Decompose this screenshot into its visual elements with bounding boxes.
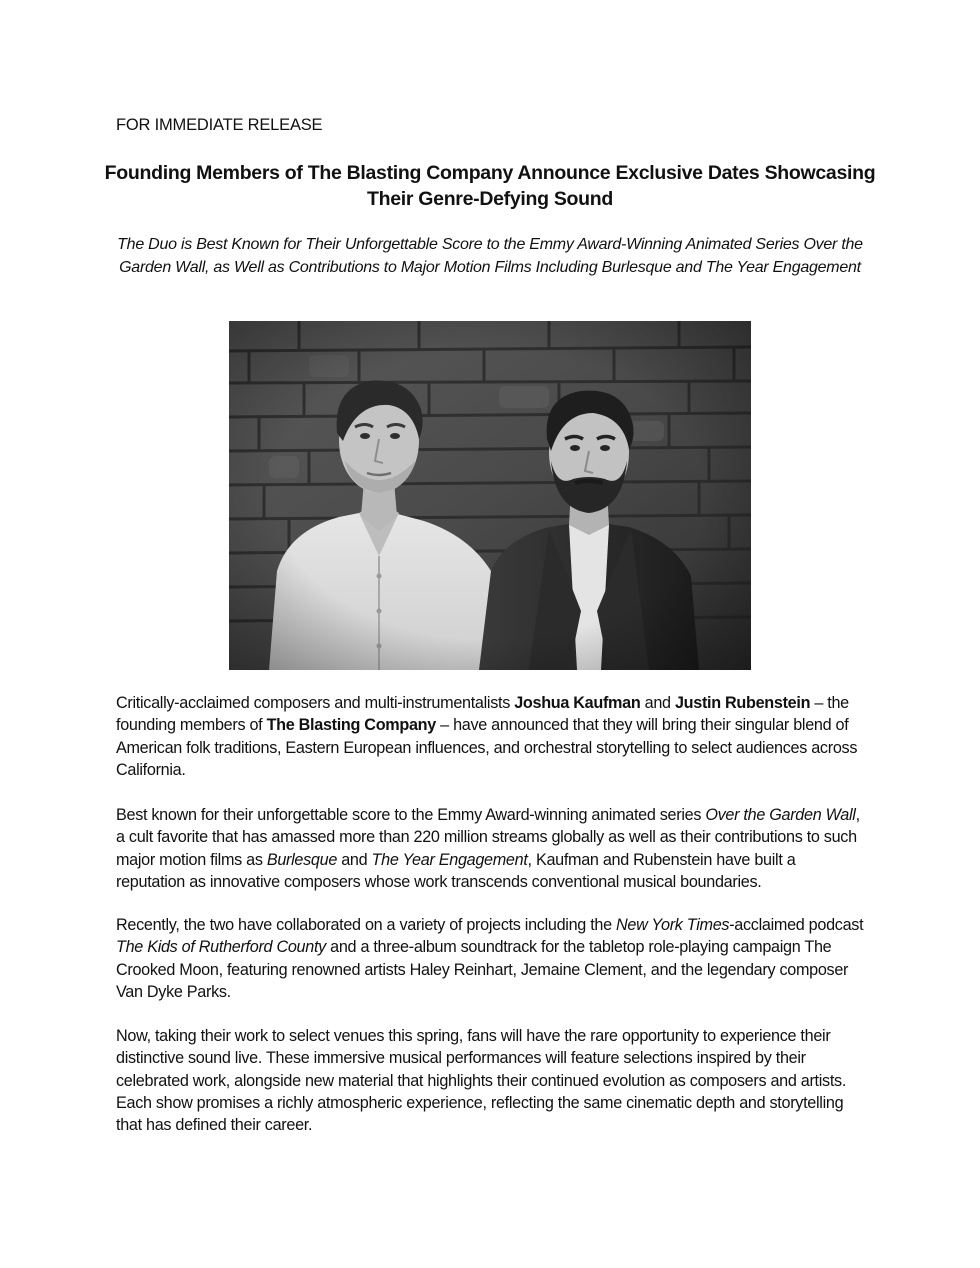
body-paragraph-4: Now, taking their work to select venues this spring, fans will have the rare opportunity to experience their distinctive sound live. These immersive musical performances will feature selections inspired by their celebrated work, alongside new material that highlights their continued evolution as composers and artists. Each show promises a richly atmospheric experience, reflecting the same cinematic depth and storytelling that has defined their career.	[116, 1027, 847, 1135]
duo-portrait-photo	[229, 321, 751, 670]
release-label: FOR IMMEDIATE RELEASE	[116, 116, 323, 134]
body-paragraph-3: Recently, the two have collaborated on a variety of projects including the New York Times-acclaimed podcast The Kids of Rutherford County and a three-album soundtrack for the tabletop role-playing campaign The Crooked Moon, featuring renowned artists Haley Reinhart, Jemaine Clement, and the legendary composer Van Dyke Parks.	[116, 916, 864, 1001]
title-the-year-engagement: The Year Engagement	[371, 850, 528, 869]
body-paragraph-1: Critically-acclaimed composers and multi-instrumentalists Joshua Kaufman and Justin Rubenstein – the founding members of The Blasting Company – have announced that they will bring their singular blend of American folk traditions, Eastern European influences, and orchestral storytelling to select audiences across California.	[116, 694, 858, 779]
title-burlesque: Burlesque	[266, 850, 338, 869]
title-kids-of-rutherford-county: The Kids of Rutherford County	[116, 938, 326, 957]
title-new-york-times: New York Times	[616, 916, 730, 934]
band-name: The Blasting Company	[266, 716, 436, 735]
headline: Founding Members of The Blasting Company Announce Exclusive Dates Showcasing Their Genre-Defying Sound	[104, 162, 876, 210]
title-over-the-garden-wall: Over the Garden Wall	[705, 806, 856, 824]
body-paragraph-2: Best known for their unforgettable score to the Emmy Award-winning animated series Over the Garden Wall, a cult favorite that has amassed more than 220 million streams globally as well as their contributions to such major motion films as Burlesque and The Year Engagement, Kaufman and Rubenstein have built a reputation as innovative composers whose work transcends conventional musical boundaries.	[116, 806, 860, 891]
name-justin-rubenstein: Justin Rubenstein	[674, 694, 811, 712]
subheadline: The Duo is Best Known for Their Unforgettable Score to the Emmy Award-Winning Animated Series Over the Garden Wall, as Well as Contributions to Major Motion Films Including Burlesque and The Year Engagement	[117, 236, 863, 276]
name-joshua-kaufman: Joshua Kaufman	[514, 694, 641, 712]
